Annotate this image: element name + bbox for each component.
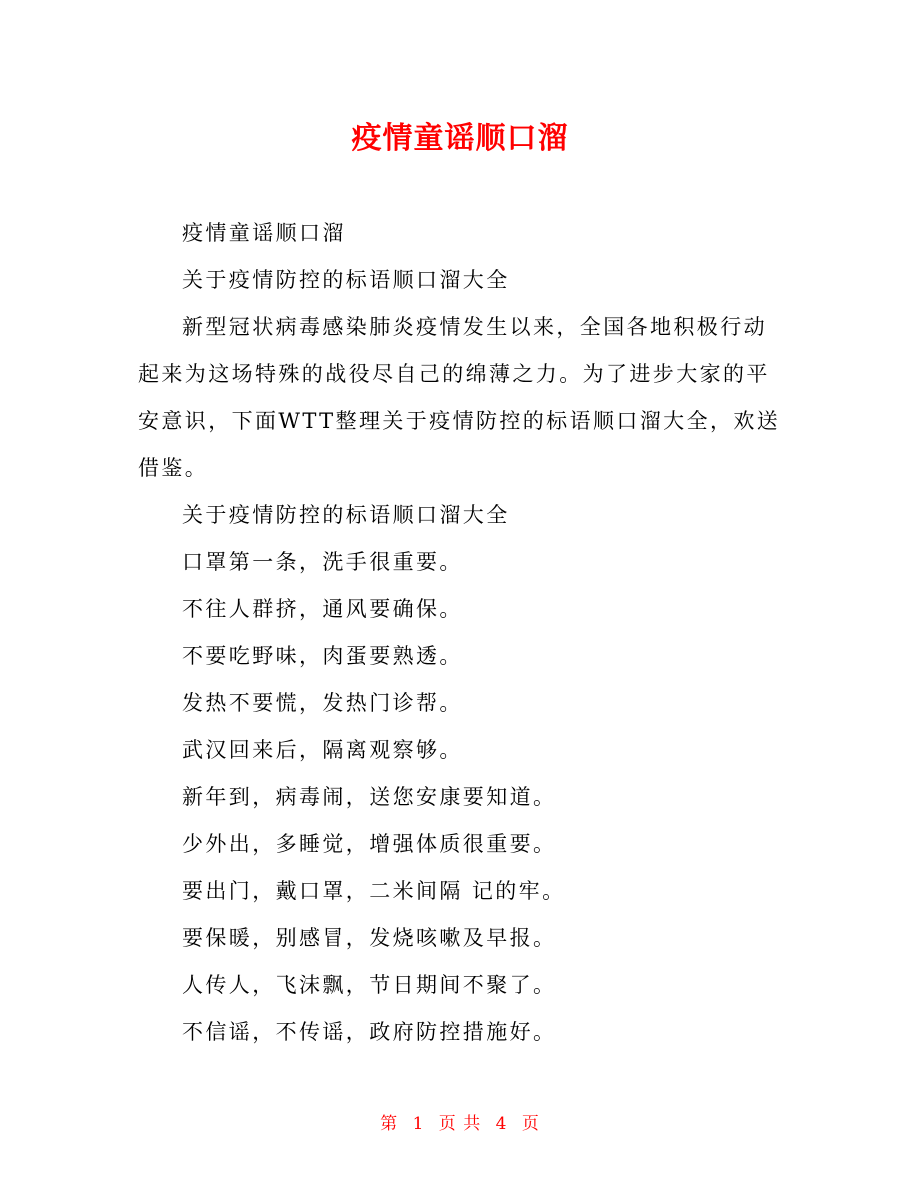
footer-prefix: 第 [380, 1114, 399, 1134]
footer-middle: 页 共 [438, 1114, 482, 1134]
paragraph: 关于疫情防控的标语顺口溜大全 [182, 268, 510, 292]
paragraph: 要出门，戴口罩，二米间隔 记的牢。 [182, 879, 566, 903]
paragraph: 不要吃野味，肉蛋要熟透。 [182, 644, 463, 668]
paragraph: 关于疫情防控的标语顺口溜大全 [182, 503, 510, 527]
footer-current-page: 1 [412, 1114, 425, 1134]
footer-suffix: 页 [521, 1114, 540, 1134]
paragraph: 少外出，多睡觉，增强体质很重要。 [182, 832, 557, 856]
footer-total-pages: 4 [495, 1114, 508, 1134]
paragraph: 疫情童谣顺口溜 [182, 221, 346, 245]
document-title: 疫情童谣顺口溜 [351, 121, 569, 156]
paragraph: 武汉回来后，隔离观察够。 [182, 738, 463, 762]
page-number-footer [0, 1112, 920, 1136]
paragraph: 不信谣，不传谣，政府防控措施好。 [182, 1020, 557, 1044]
paragraph: 人传人，飞沫飘，节日期间不聚了。 [182, 973, 557, 997]
paragraph: 发热不要慌，发热门诊帮。 [182, 691, 463, 715]
paragraph: 口罩第一条，洗手很重要。 [182, 550, 463, 574]
paragraph: 新型冠状病毒感染肺炎疫情发生以来，全国各地积极行动起来为这场特殊的战役尽自己的绵薄之力。为了进步大家的平安意识，下面WTT整理关于疫情防控的标语顺口溜大全，欢送借鉴。 [138, 315, 781, 480]
paragraph: 新年到，病毒闹，送您安康要知道。 [182, 785, 557, 809]
document-body [138, 210, 788, 1056]
paragraph: 不往人群挤，通风要确保。 [182, 597, 463, 621]
paragraph: 要保暖，别感冒，发烧咳嗽及早报。 [182, 926, 557, 950]
